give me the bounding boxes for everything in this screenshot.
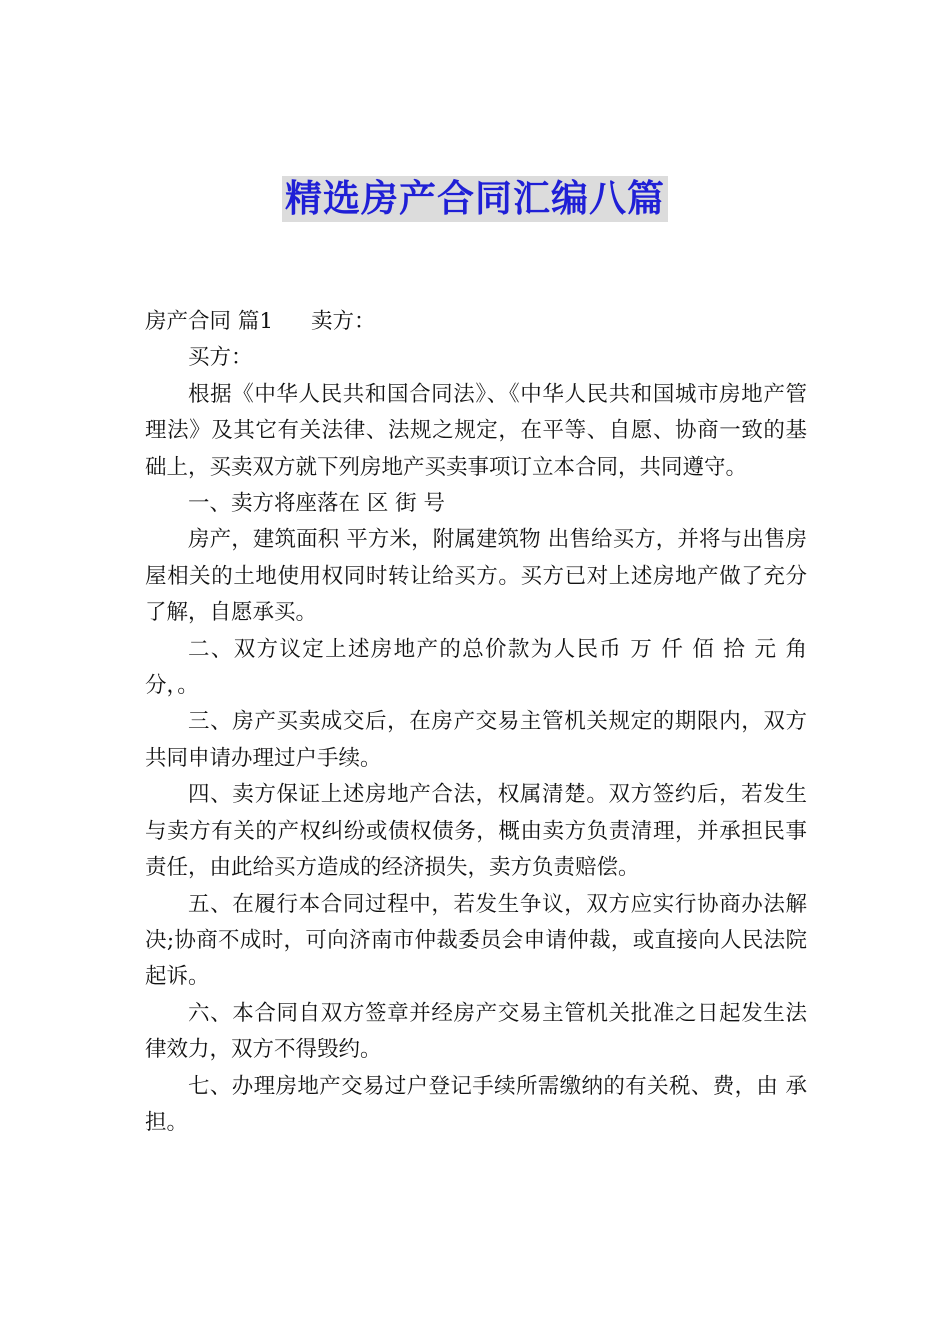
paragraph-clause-1: 一、卖方将座落在 区 街 号 (188, 491, 446, 517)
paragraph-clause-5: 五、在履行本合同过程中，若发生争议，双方应实行协商办法解决;协商不成时，可向济南市仲裁委员会申请仲裁，或直接向人民法院起诉。 (145, 891, 807, 990)
seller-label: 卖方： (311, 309, 376, 334)
buyer-label: 买方： (188, 345, 253, 371)
paragraph-preamble: 根据《中华人民共和国合同法》、《中华人民共和国城市房地产管理法》及其它有关法律、法规之规定，在平等、自愿、协商一致的基础上，买卖双方就下列房地产买卖事项订立本合同，共同遵守。 (145, 381, 807, 480)
section-heading: 房产合同 篇1 (145, 309, 274, 334)
paragraph-clause-2: 二、双方议定上述房地产的总价款为人民币 万 仟 佰 拾 元 角 分，。 (145, 636, 807, 699)
document-title: 精选房产合同汇编八篇 (282, 176, 668, 222)
paragraph-clause-6: 六、本合同自双方签章并经房产交易主管机关批准之日起发生法律效力，双方不得毁约。 (145, 1000, 807, 1063)
title-container (0, 176, 950, 222)
paragraph-clause-7: 七、办理房地产交易过户登记手续所需缴纳的有关税、费，由 承担。 (145, 1073, 807, 1135)
document-body (145, 304, 807, 1141)
section-heading-line (145, 304, 807, 340)
paragraph-clause-3: 三、房产买卖成交后，在房产交易主管机关规定的期限内，双方共同申请办理过户手续。 (145, 709, 807, 771)
paragraph-clause-1-continued: 房产，建筑面积 平方米，附属建筑物 出售给买方，并将与出售房屋相关的土地使用权同时转让给买方。买方已对上述房地产做了充分了解，自愿承买。 (145, 527, 807, 626)
paragraph-clause-4: 四、卖方保证上述房地产合法，权属清楚。双方签约后，若发生与卖方有关的产权纠纷或债权债务，概由卖方负责清理，并承担民事责任，由此给买方造成的经济损失，卖方负责赔偿。 (145, 782, 807, 881)
